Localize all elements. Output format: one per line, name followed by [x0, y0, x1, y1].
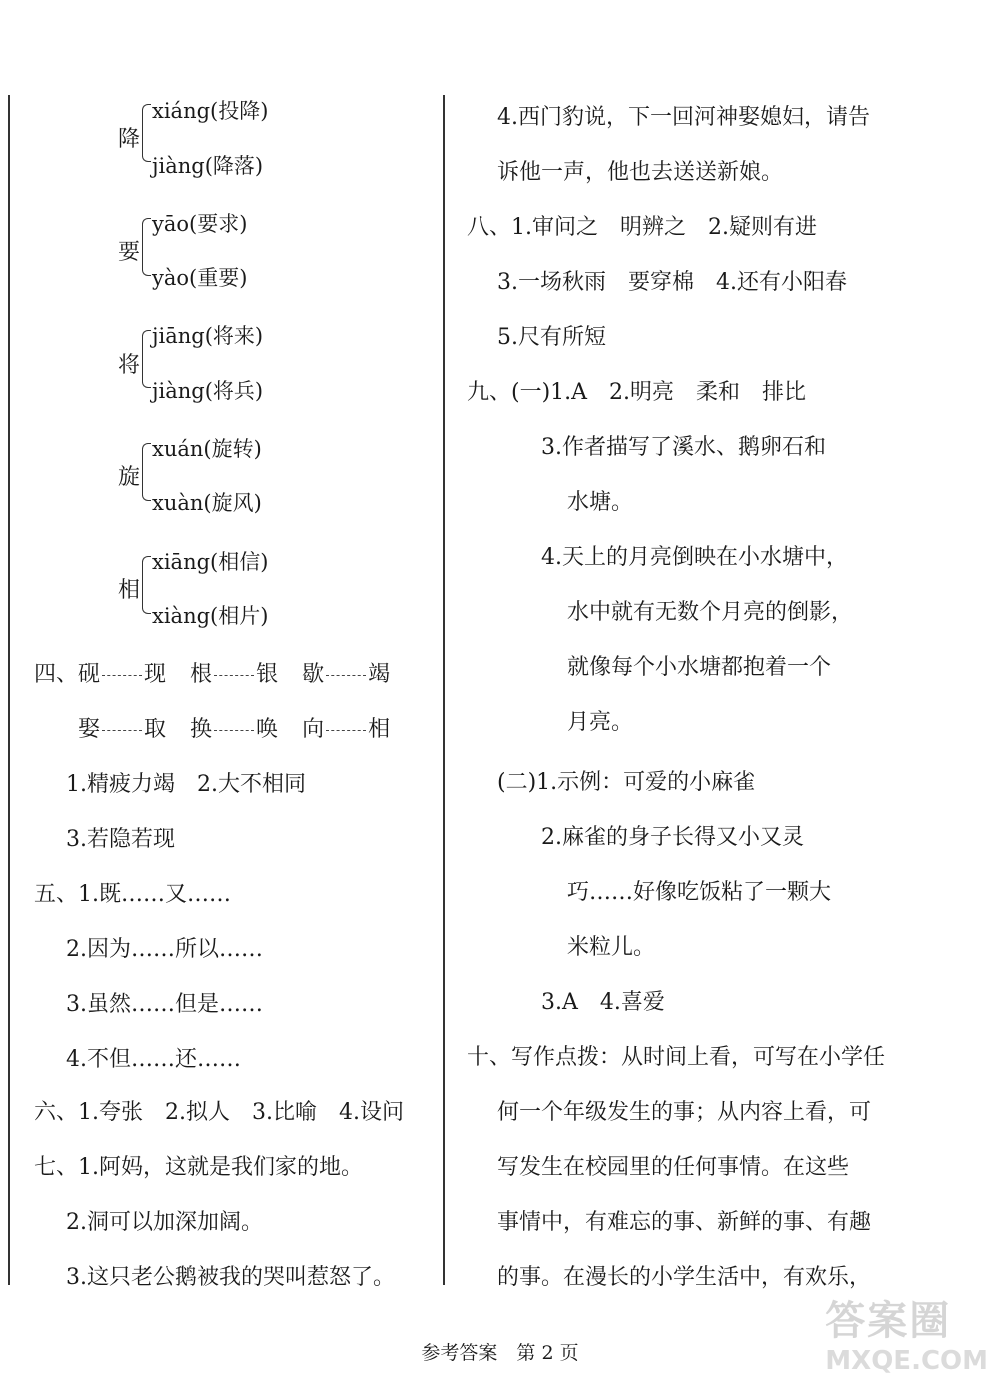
section-seven-line-3: 3.这只老公鹅被我的哭叫惹怒了。: [66, 1265, 395, 1290]
reading-2: jiàng(降落): [152, 154, 264, 178]
page-footer: 参考答案 第 2 页: [421, 1342, 579, 1364]
watermark-url: MXQE.COM: [825, 1346, 988, 1376]
word: 砚: [78, 662, 101, 687]
answer-line: 3.作者描写了溪水、鹅卵石和: [541, 435, 826, 460]
match-line: [102, 730, 142, 731]
section-eight-line-2: 3.一场秋雨 要穿棉 4.还有小阳春: [497, 270, 847, 295]
brace: [142, 104, 151, 162]
reading-1: jiāng(将来): [152, 324, 264, 348]
section-five-line-3: 3.虽然……但是……: [66, 992, 263, 1017]
reading-1: xiāng(相信): [152, 550, 269, 574]
section-four-row-1: [34, 657, 390, 688]
word: 向: [302, 717, 325, 742]
match-line: [326, 730, 366, 731]
watermark-logo: [825, 1289, 988, 1376]
word: 取: [144, 717, 167, 742]
section-eight-line-3: 5.尺有所短: [497, 325, 606, 350]
brace: [142, 330, 151, 388]
polyphone-char: 降: [118, 127, 141, 152]
section-four-line-1: 1.精疲力竭 2.大不相同: [66, 772, 306, 797]
word: 竭: [368, 662, 391, 687]
word: 娶: [78, 717, 101, 742]
section-six: 六、1.夸张 2.拟人 3.比喻 4.设问: [34, 1100, 404, 1125]
match-line: [214, 675, 254, 676]
section-four-line-2: 3.若隐若现: [66, 827, 175, 852]
match-line: [214, 730, 254, 731]
polyphone-char: 将: [118, 353, 141, 378]
section-label: 四、: [34, 662, 79, 687]
answer-line: 何一个年级发生的事；从内容上看，可: [497, 1100, 872, 1125]
answer-line: 水塘。: [567, 490, 634, 515]
answer-line: 2.麻雀的身子长得又小又灵: [541, 825, 804, 850]
answer-line: 写发生在校园里的任何事情。在这些: [497, 1155, 850, 1180]
column-divider: [443, 95, 445, 1285]
section-seven-line-2: 2.洞可以加深加阔。: [66, 1210, 263, 1235]
answer-line: 4.西门豹说，下一回河神娶媳妇，请告: [497, 105, 870, 130]
word: 歇: [302, 662, 325, 687]
polyphone-char: 旋: [118, 465, 141, 490]
section-five-line-4: 4.不但……还……: [66, 1047, 241, 1072]
section-five-line-1: 五、1.既……又……: [34, 882, 231, 907]
answer-line: 的事。在漫长的小学生活中，有欢乐，: [497, 1265, 872, 1290]
answer-line: 4.天上的月亮倒映在小水塘中，: [541, 545, 848, 570]
word: 换: [190, 717, 213, 742]
word: 银: [256, 662, 279, 687]
section-seven-line-1: 七、1.阿妈，这就是我们家的地。: [34, 1155, 363, 1180]
section-four-row-2: [78, 712, 390, 743]
answer-line: 巧……好像吃饭粘了一颗大: [567, 880, 832, 905]
word: 唤: [256, 717, 279, 742]
polyphone-char: 要: [118, 240, 141, 265]
section-five-line-2: 2.因为……所以……: [66, 937, 263, 962]
reading-1: yāo(要求): [152, 212, 248, 236]
answer-line: (二)1.示例：可爱的小麻雀: [497, 770, 756, 795]
answer-line: 事情中，有难忘的事、新鲜的事、有趣: [497, 1210, 872, 1235]
answer-line: 月亮。: [567, 710, 634, 735]
section-ten-line-1: 十、写作点拨：从时间上看，可写在小学任: [467, 1045, 886, 1070]
brace: [142, 443, 151, 501]
reading-1: xuán(旋转): [152, 437, 262, 461]
match-line: [326, 675, 366, 676]
match-line: [102, 675, 142, 676]
left-margin-rule: [8, 95, 10, 1285]
section-nine-line-1: 九、(一)1.A 2.明亮 柔和 排比: [467, 380, 807, 405]
answer-line: 就像每个小水塘都抱着一个: [567, 655, 832, 680]
watermark-text: 答案圈: [825, 1298, 952, 1344]
reading-2: xiàng(相片): [152, 604, 269, 628]
reading-2: jiàng(将兵): [152, 379, 264, 403]
brace: [142, 218, 151, 276]
answer-line: 诉他一声，他也去送送新娘。: [497, 160, 784, 185]
answer-line: 米粒儿。: [567, 935, 656, 960]
reading-2: xuàn(旋风): [152, 491, 262, 515]
polyphone-char: 相: [118, 578, 141, 603]
brace: [142, 556, 151, 614]
word: 根: [190, 662, 213, 687]
reading-2: yào(重要): [152, 266, 248, 290]
reading-1: xiáng(投降): [152, 99, 269, 123]
word: 相: [368, 717, 391, 742]
section-eight-line-1: 八、1.审问之 明辨之 2.疑则有进: [467, 215, 817, 240]
word: 现: [144, 662, 167, 687]
answer-line: 水中就有无数个月亮的倒影，: [567, 600, 854, 625]
answer-line: 3.A 4.喜爱: [541, 990, 665, 1015]
